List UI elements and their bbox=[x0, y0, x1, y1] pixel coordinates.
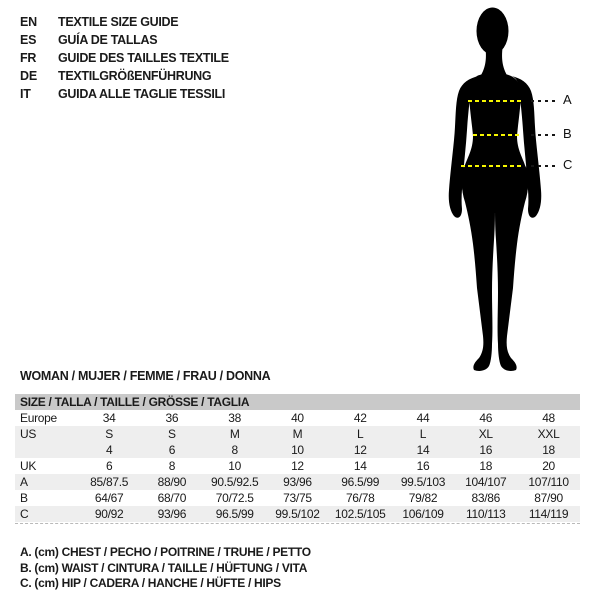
size-cell: 12 bbox=[353, 443, 367, 457]
size-cell: 18 bbox=[479, 459, 493, 473]
size-cell: 87/90 bbox=[534, 491, 563, 505]
size-cell: 6 bbox=[168, 443, 176, 457]
size-cell: 36 bbox=[165, 411, 179, 425]
size-table-body bbox=[15, 410, 580, 522]
row-label: Europe bbox=[20, 411, 57, 425]
legend-row-c: C. (cm) HIP / CADERA / HANCHE / HÜFTE / HIPS bbox=[20, 576, 281, 590]
language-label: GUÍA DE TALLAS bbox=[58, 33, 158, 47]
size-cell: 96.5/99 bbox=[341, 475, 380, 489]
size-cell: 44 bbox=[416, 411, 430, 425]
size-cell: 64/67 bbox=[94, 491, 124, 505]
size-cell: 76/78 bbox=[345, 491, 375, 505]
language-label: GUIDA ALLE TAGLIE TESSILI bbox=[58, 87, 226, 101]
table-row-c bbox=[15, 506, 580, 522]
size-cell: 104/107 bbox=[465, 475, 507, 489]
size-cell: 106/109 bbox=[402, 507, 444, 521]
waist-dash-line bbox=[473, 134, 519, 136]
table-row-b bbox=[15, 490, 580, 506]
measure-label-a: A bbox=[563, 92, 572, 107]
size-cell: 90/92 bbox=[94, 507, 124, 521]
language-label: TEXTILGRÖßENFÜHRUNG bbox=[58, 69, 212, 83]
measure-label-c: C bbox=[563, 157, 573, 172]
size-cell: S bbox=[168, 427, 176, 441]
size-table-header-row bbox=[15, 394, 580, 410]
size-cell: 70/72.5 bbox=[215, 491, 254, 505]
size-cell: 110/113 bbox=[465, 507, 506, 521]
measure-line-hip bbox=[425, 157, 600, 172]
language-row-de bbox=[20, 67, 229, 85]
size-cell: 68/70 bbox=[157, 491, 187, 505]
size-cell: L bbox=[357, 427, 364, 441]
waist-dotted-leader bbox=[531, 134, 558, 136]
table-row-europe bbox=[15, 410, 580, 426]
measurement-legend bbox=[20, 545, 311, 592]
size-cell: 48 bbox=[542, 411, 555, 425]
language-code: IT bbox=[20, 87, 31, 101]
size-cell: 93/96 bbox=[283, 475, 312, 489]
size-cell: 79/82 bbox=[408, 491, 438, 505]
size-cell: 16 bbox=[416, 459, 430, 473]
size-table-header: SIZE / TALLA / TAILLE / GRÖSSE / TAGLIA bbox=[15, 394, 580, 410]
row-label: A bbox=[20, 475, 28, 489]
measure-line-chest bbox=[425, 92, 600, 107]
size-cell: 99.5/103 bbox=[400, 475, 446, 489]
table-bottom-divider bbox=[15, 523, 580, 524]
size-cell: 8 bbox=[231, 443, 238, 457]
row-label: C bbox=[20, 507, 29, 521]
woman-silhouette-icon bbox=[425, 0, 575, 380]
size-cell: 83/86 bbox=[471, 491, 500, 505]
language-code: DE bbox=[20, 69, 37, 83]
language-guide-list bbox=[20, 13, 229, 103]
row-label: B bbox=[20, 491, 28, 505]
language-label: TEXTILE SIZE GUIDE bbox=[58, 15, 179, 29]
size-cell: 10 bbox=[228, 459, 242, 473]
size-cell: S bbox=[105, 427, 113, 441]
row-label bbox=[15, 442, 78, 458]
size-cell: XL bbox=[478, 427, 493, 441]
size-cell: 18 bbox=[542, 443, 555, 457]
row-label: UK bbox=[20, 459, 37, 473]
hip-dotted-leader bbox=[531, 165, 558, 167]
size-cell: 114/119 bbox=[528, 507, 569, 521]
size-cell: 46 bbox=[479, 411, 493, 425]
size-cell: 73/75 bbox=[283, 491, 312, 505]
size-cell: L bbox=[419, 427, 427, 441]
language-code: FR bbox=[20, 51, 37, 65]
measure-line-waist bbox=[425, 126, 600, 141]
size-cell: 40 bbox=[291, 411, 304, 425]
measure-label-b: B bbox=[563, 126, 572, 141]
size-cell: 38 bbox=[228, 411, 242, 425]
language-row-es bbox=[20, 31, 229, 49]
size-table bbox=[15, 394, 580, 522]
size-cell: 20 bbox=[542, 459, 555, 473]
chest-dash-line bbox=[468, 100, 522, 102]
size-cell: M bbox=[292, 427, 303, 441]
size-cell: 4 bbox=[105, 443, 113, 457]
woman-silhouette-figure bbox=[425, 0, 600, 380]
size-cell: 93/96 bbox=[157, 507, 187, 521]
language-code: EN bbox=[20, 15, 37, 29]
size-cell: 107/110 bbox=[528, 475, 569, 489]
size-cell: 42 bbox=[353, 411, 367, 425]
size-cell: 99.5/102 bbox=[275, 507, 320, 521]
size-cell: M bbox=[229, 427, 240, 441]
table-row-a bbox=[15, 474, 580, 490]
legend-row-a: A. (cm) CHEST / PECHO / POITRINE / TRUHE / PETTO bbox=[20, 545, 311, 559]
size-cell: 88/90 bbox=[157, 475, 187, 489]
language-label: GUIDE DES TAILLES TEXTILE bbox=[58, 51, 229, 65]
size-cell: 90.5/92.5 bbox=[211, 475, 259, 489]
size-cell: 14 bbox=[353, 459, 367, 473]
language-row-en bbox=[20, 13, 229, 31]
legend-row-b: B. (cm) WAIST / CINTURA / TAILLE / HÜFTUNG / VITA bbox=[20, 560, 308, 575]
size-cell: 8 bbox=[168, 459, 176, 473]
table-row-uk bbox=[15, 458, 580, 474]
table-row bbox=[15, 442, 580, 458]
row-label: US bbox=[20, 427, 37, 441]
language-row-fr bbox=[20, 49, 229, 67]
size-cell: 16 bbox=[479, 443, 493, 457]
section-title-woman: WOMAN / MUJER / FEMME / FRAU / DONNA bbox=[20, 369, 271, 383]
size-cell: 85/87.5 bbox=[90, 475, 129, 489]
size-cell: 102.5/105 bbox=[334, 507, 386, 521]
size-cell: 12 bbox=[291, 459, 304, 473]
chest-dotted-leader bbox=[531, 100, 558, 102]
size-cell: 14 bbox=[416, 443, 430, 457]
size-cell: 96.5/99 bbox=[215, 507, 254, 521]
size-cell: 6 bbox=[105, 459, 113, 473]
language-code: ES bbox=[20, 33, 37, 47]
size-cell: XXL bbox=[537, 427, 560, 441]
hip-dash-line bbox=[461, 165, 523, 167]
size-cell: 10 bbox=[291, 443, 304, 457]
size-cell: 34 bbox=[102, 411, 116, 425]
table-row-us bbox=[15, 426, 580, 442]
language-row-it bbox=[20, 85, 229, 103]
